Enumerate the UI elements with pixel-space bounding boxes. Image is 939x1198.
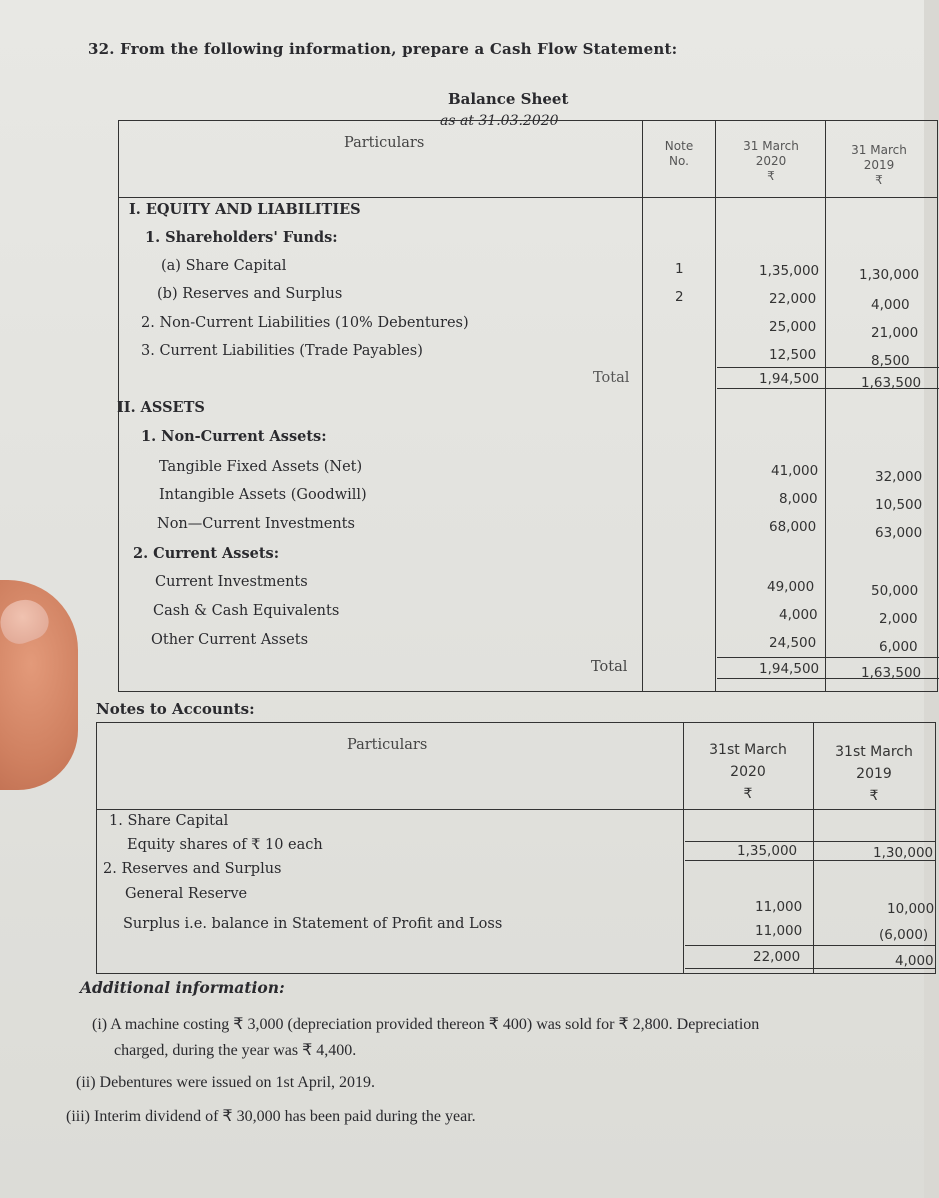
other-ca-2019: 6,000 xyxy=(879,639,918,655)
surplus-2019: (6,000) xyxy=(879,927,929,943)
intangible-2020: 8,000 xyxy=(779,491,818,507)
reserves-2020: 22,000 xyxy=(769,291,817,307)
total-label-1: Total xyxy=(593,370,630,386)
reserves-note: 2 xyxy=(675,289,684,305)
note1-heading: 1. Share Capital xyxy=(109,813,229,829)
notes-header-2019: 31st March 2019 ₹ xyxy=(835,744,913,804)
cash-2020: 4,000 xyxy=(779,607,818,623)
balance-sheet-title: Balance Sheet xyxy=(448,90,569,108)
share-capital-2019: 1,30,000 xyxy=(859,267,920,283)
info-i-line1: (i) A machine costing ₹ 3,000 (depreciation provided thereon ₹ 400) was sold for ₹ 2,800. Depreciation xyxy=(92,1016,760,1033)
equity-2019: 1,30,000 xyxy=(873,845,934,861)
surplus-label: Surplus i.e. balance in Statement of Profit and Loss xyxy=(123,916,503,932)
tangible-2019: 32,000 xyxy=(875,469,923,485)
header-note: Note No. xyxy=(664,139,694,168)
notes-total-2020: 22,000 xyxy=(753,949,801,965)
surplus-2020: 11,000 xyxy=(755,923,803,939)
share-capital-label: (a) Share Capital xyxy=(161,258,287,274)
equity-heading: I. EQUITY AND LIABILITIES xyxy=(129,201,361,218)
additional-info-title: Additional information: xyxy=(80,978,285,997)
reserves-label: (b) Reserves and Surplus xyxy=(157,286,343,302)
header-particulars: Particulars xyxy=(344,135,425,151)
info-ii: (ii) Debentures were issued on 1st April, 2019. xyxy=(76,1074,376,1091)
cur-invest-2019: 50,000 xyxy=(871,583,919,599)
ncl-label: 2. Non-Current Liabilities (10% Debentures) xyxy=(141,315,469,331)
nca-heading: 1. Non-Current Assets: xyxy=(141,428,327,445)
ncl-2020: 25,000 xyxy=(769,319,817,335)
ca-heading: 2. Current Assets: xyxy=(133,545,280,562)
other-ca-label: Other Current Assets xyxy=(151,632,309,648)
balance-sheet-table xyxy=(118,120,938,692)
notes-title: Notes to Accounts: xyxy=(96,700,255,718)
nc-invest-2019: 63,000 xyxy=(875,525,923,541)
notes-header-2020: 31st March 2020 ₹ xyxy=(709,742,787,802)
note2-heading: 2. Reserves and Surplus xyxy=(103,861,282,877)
total-2019-2: 1,63,500 xyxy=(861,665,922,681)
cl-label: 3. Current Liabilities (Trade Payables) xyxy=(141,343,423,359)
equity-shares-label: Equity shares of ₹ 10 each xyxy=(127,837,323,853)
intangible-label: Intangible Assets (Goodwill) xyxy=(159,487,367,503)
notes-header-particulars: Particulars xyxy=(347,737,428,753)
shareholders-funds: 1. Shareholders' Funds: xyxy=(145,229,338,246)
cl-2019: 8,500 xyxy=(871,353,910,369)
total-2019-1: 1,63,500 xyxy=(861,375,922,391)
tangible-label: Tangible Fixed Assets (Net) xyxy=(159,459,363,475)
info-i-line2: charged, during the year was ₹ 4,400. xyxy=(114,1042,357,1059)
info-iii: (iii) Interim dividend of ₹ 30,000 has been paid during the year. xyxy=(66,1108,476,1125)
total-2020-2: 1,94,500 xyxy=(759,661,820,677)
nc-invest-2020: 68,000 xyxy=(769,519,817,535)
assets-heading: II. ASSETS xyxy=(117,399,205,416)
header-2020: 31 March 2020 ₹ xyxy=(743,139,799,183)
tangible-2020: 41,000 xyxy=(771,463,819,479)
gr-2020: 11,000 xyxy=(755,899,803,915)
share-capital-2020: 1,35,000 xyxy=(759,263,820,279)
nc-invest-label: Non—Current Investments xyxy=(157,516,355,532)
intangible-2019: 10,500 xyxy=(875,497,923,513)
notes-total-2019: 4,000 xyxy=(895,953,934,969)
other-ca-2020: 24,500 xyxy=(769,635,817,651)
notes-table xyxy=(96,722,936,974)
cur-invest-2020: 49,000 xyxy=(767,579,815,595)
reserves-2019: 4,000 xyxy=(871,297,910,313)
question-text: 32. From the following information, prepare a Cash Flow Statement: xyxy=(88,40,678,58)
cl-2020: 12,500 xyxy=(769,347,817,363)
cash-label: Cash & Cash Equivalents xyxy=(153,603,340,619)
header-2019: 31 March 2019 ₹ xyxy=(851,143,907,187)
cur-invest-label: Current Investments xyxy=(155,574,308,590)
gr-2019: 10,000 xyxy=(887,901,935,917)
equity-2020: 1,35,000 xyxy=(737,843,798,859)
ncl-2019: 21,000 xyxy=(871,325,919,341)
general-reserve-label: General Reserve xyxy=(125,886,248,902)
total-2020-1: 1,94,500 xyxy=(759,371,820,387)
balance-sheet-subtitle: as at 31.03.2020 xyxy=(440,113,559,129)
cash-2019: 2,000 xyxy=(879,611,918,627)
share-capital-note: 1 xyxy=(675,261,684,277)
total-label-2: Total xyxy=(591,659,628,675)
